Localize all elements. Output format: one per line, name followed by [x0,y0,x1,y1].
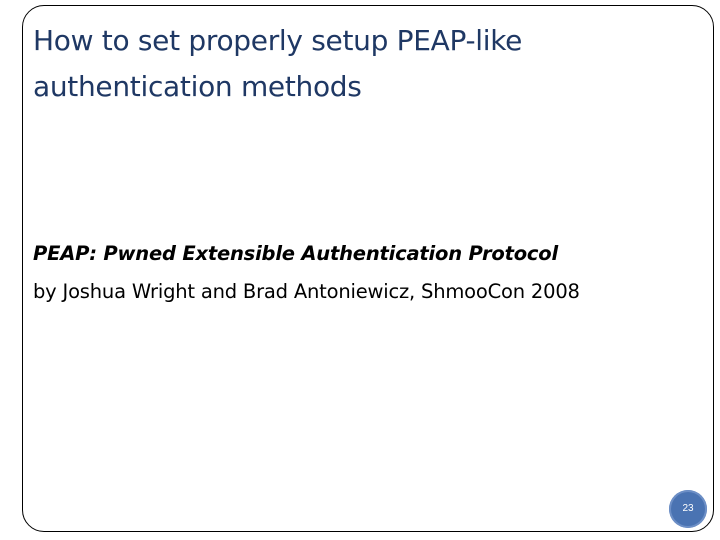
reference-authors: by Joshua Wright and Brad Antoniewicz, ShmooCon 2008 [33,280,580,303]
slide-title: How to set properly setup PEAP-like authentication methods [33,24,523,103]
reference-text [33,235,693,311]
page-number-badge: 23 [669,490,707,528]
reference-title: PEAP: Pwned Extensible Authentication Protocol [33,242,558,265]
